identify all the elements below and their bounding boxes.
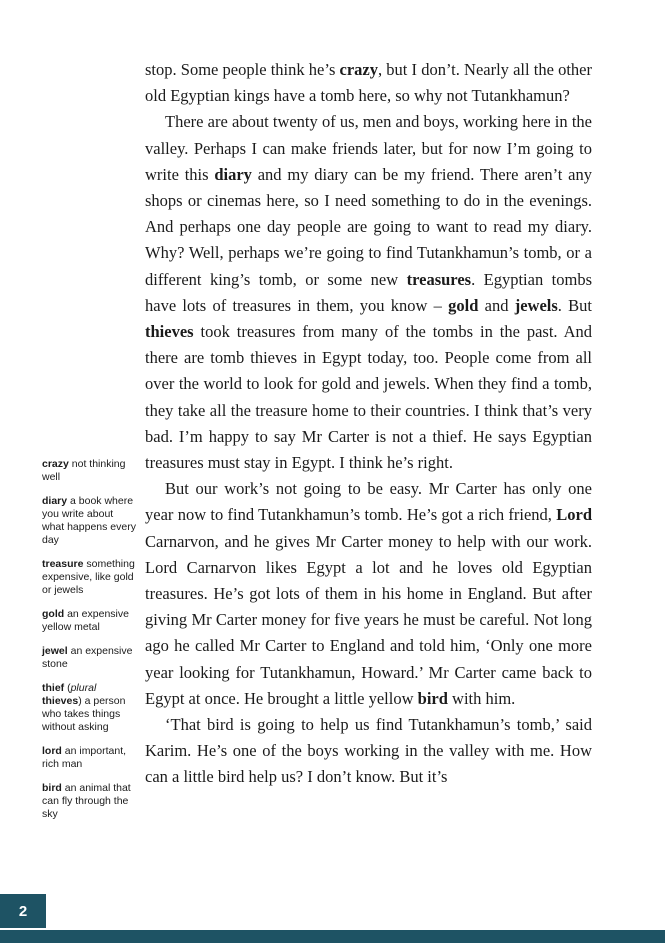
text-segment: took treasures from many of the tombs in the past. And there are tomb thieves in Egypt today, too. People come from all over the world to look for gold and jewels. When they find a tomb, they take all the treasure home to their countries. I think that’s very bad. I’m happy to say Mr Carter is not a thief. He says Egyptian treasures must stay in Egypt. I think he’s right. <box>145 322 592 473</box>
text-segment: Carnarvon, and he gives Mr Carter money to help with our work. Lord Carnarvon likes Egypt a lot and he loves old Egyptian treasures. He’s got lots of them in his home in England. But after giving Mr Carter money for five years he must be careful. Not long ago he called Mr Carter to England and told him, ‘Only one more year looking for Tutankhamun, Howard.’ Mr Carter came back to Egypt at once. He brought a little yellow <box>145 531 592 708</box>
page-number-badge <box>0 894 46 928</box>
text-segment: ( <box>64 682 71 694</box>
glossary-item <box>42 558 138 597</box>
page-number: 2 <box>18 902 28 920</box>
glossed-word: diary <box>214 164 252 184</box>
text-segment: and <box>478 295 515 315</box>
text-segment: an expensive yellow metal <box>42 608 129 633</box>
text-segment: There are about twenty of us, men and boys, working here in the valley. Perhaps I can make friends later, but for now I’m going to write this <box>145 112 592 184</box>
text-segment: , but I don’t. Nearly all the other old Egyptian kings have a tomb here, so why not Tutankhamun? <box>145 60 592 106</box>
glossary-item <box>42 645 138 671</box>
text-segment: a book where you write about what happens every day <box>42 495 136 546</box>
text-segment: ) a person who takes things without asking <box>42 695 126 733</box>
glossed-word: Lord <box>556 505 592 525</box>
glossary-item <box>42 495 138 547</box>
glossed-word: bird <box>42 782 62 794</box>
text-segment: an important, rich man <box>42 745 127 770</box>
text-segment: stop. Some people think he’s <box>145 60 340 79</box>
glossary-item <box>42 458 138 484</box>
text-segment: not thinking well <box>42 458 126 483</box>
glossed-word: gold <box>448 295 479 315</box>
text-segment: and my diary can be my friend. There aren’t any shops or cinemas here, so I need something to do in the evenings. And perhaps one day people are going to want to read my diary. Why? Well, perhaps we’re going to find Tutankhamun’s tomb, or a different king’s tomb, or some new <box>145 164 592 289</box>
glossary-item <box>42 682 138 734</box>
text-segment: an expensive stone <box>42 645 133 670</box>
glossary-item <box>42 782 138 821</box>
glossed-word: thief <box>42 682 65 694</box>
story-paragraph <box>145 476 592 712</box>
glossed-word: lord <box>42 745 62 757</box>
italic-text: plural <box>70 682 97 694</box>
text-segment: ‘That bird is going to help us find Tutankhamun’s tomb,’ said Karim. He’s one of the boys working in the valley with me. How can a little bird help us? I don’t know. But it’s <box>145 715 592 787</box>
glossed-word: diary <box>42 495 68 507</box>
text-segment: But our work’s not going to be easy. Mr Carter has only one year now to find Tutankhamun’s tomb. He’s got a rich friend, <box>145 479 592 525</box>
story-text-column <box>145 57 592 791</box>
glossed-word: gold <box>42 608 65 620</box>
text-segment: an animal that can fly through the sky <box>42 782 131 820</box>
glossed-word: jewels <box>514 295 558 315</box>
footer-bar <box>0 930 665 943</box>
text-segment: . But <box>557 295 593 315</box>
glossed-word: crazy <box>339 60 379 79</box>
glossed-word: bird <box>417 688 448 708</box>
glossed-word: jewel <box>42 645 68 657</box>
text-segment: . Egyptian tombs have lots of treasures in them, you know – <box>145 269 592 315</box>
story-paragraph <box>145 712 592 791</box>
glossed-word: thieves <box>145 322 194 342</box>
story-paragraph <box>145 109 592 476</box>
text-segment: something expensive, like gold or jewels <box>42 558 135 596</box>
glossed-word: thieves <box>42 695 79 707</box>
story-paragraph <box>145 57 592 109</box>
glossed-word: crazy <box>42 458 69 470</box>
glossary-sidebar <box>42 458 138 832</box>
glossary-item <box>42 608 138 634</box>
glossary-item <box>42 745 138 771</box>
text-segment: with him. <box>447 688 516 708</box>
glossed-word: treasures <box>406 269 472 289</box>
glossed-word: treasure <box>42 558 84 570</box>
